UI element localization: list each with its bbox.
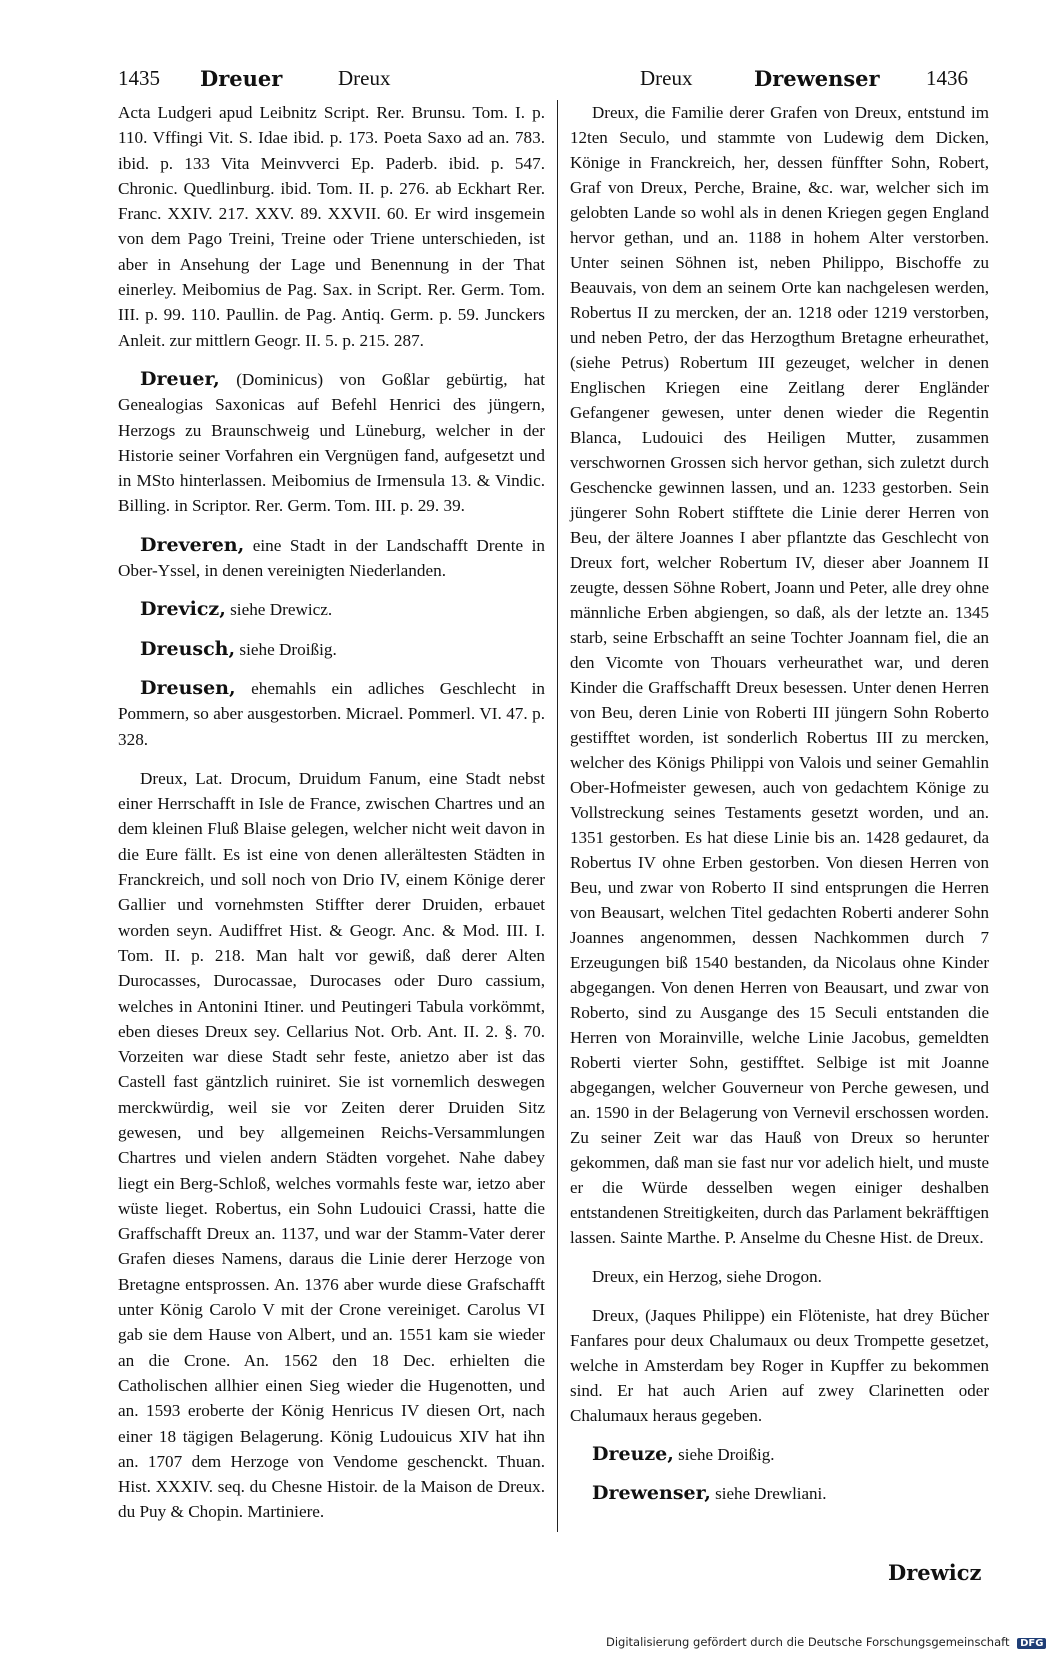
right-running-head-2: Drewenser bbox=[754, 66, 880, 91]
entry-dreux-herzog bbox=[570, 1264, 989, 1289]
credit-text: Digitalisierung gefördert durch die Deutsche Forschungsgemeinschaft bbox=[606, 1635, 1010, 1649]
dfg-logo: DFG bbox=[1017, 1638, 1046, 1649]
page-header bbox=[118, 60, 986, 96]
right-running-head-1: Dreux bbox=[640, 66, 693, 90]
lemma-dreveren: Dreveren, bbox=[140, 533, 245, 556]
entry-dreux-city bbox=[118, 766, 545, 1525]
lemma-dreusch: Dreusch, bbox=[140, 637, 236, 660]
dreusen-text: ehemahls ein adliches Geschlecht in Pommern, so aber ausgestorben. Micrael. Pommerl. VI. 47. p. 328. bbox=[118, 678, 545, 749]
right-page-number: 1436 bbox=[926, 66, 968, 90]
right-column bbox=[570, 100, 989, 1520]
dreuer-text: (Dominicus) von Goßlar gebürtig, hat Genealogias Saxonicas auf Befehl Henrici des jüngern, Herzogs zu Braunschweig und Lüneburg, welcher in der Historie seiner Vorfahren ein Vergnügen fand, aufgesetzt und in MSto hinterlassen. Meibomius de Irmensula 13. & Vindic. Billing. in Scriptor. Rer. Germ. Tom. III. p. 29. 39. bbox=[118, 369, 545, 516]
dreux-herzog-text: Dreux, ein Herzog, siehe Drogon. bbox=[592, 1267, 822, 1286]
lemma-drevicz: Drevicz, bbox=[140, 598, 226, 621]
entry-dreusen bbox=[118, 676, 545, 752]
dreuze-text: siehe Droißig. bbox=[678, 1445, 775, 1464]
entry-drevicz bbox=[118, 597, 545, 622]
lemma-drewenser: Drewenser, bbox=[592, 1482, 711, 1504]
dreux-jaques-text: Dreux, (Jaques Philippe) ein Flöteniste, hat drey Bücher Fanfares pour deux Chalumaux ou deux Trompette gesetzet, welche in Amsterdam bey Roger in Kupffer zu bekommen sind. Er hat auch Arien auf zwey Clarinetten oder Chalumaux heraus gegeben. bbox=[570, 1306, 989, 1425]
lemma-dreusen: Dreusen, bbox=[140, 676, 236, 699]
entry-dreuze bbox=[570, 1442, 989, 1467]
left-page-number: 1435 bbox=[118, 66, 160, 90]
dreusch-text: siehe Droißig. bbox=[239, 639, 337, 659]
entry-drewenser bbox=[570, 1481, 989, 1506]
entry-continuation bbox=[118, 100, 545, 353]
drevicz-text: siehe Drewicz. bbox=[230, 600, 333, 620]
left-running-head-2: Dreux bbox=[338, 66, 391, 90]
entry-dreux-family bbox=[570, 100, 989, 1250]
drewenser-text: siehe Drewliani. bbox=[715, 1484, 827, 1503]
left-column bbox=[118, 100, 545, 1539]
left-running-head-1: Dreuer bbox=[200, 66, 283, 91]
column-divider bbox=[557, 100, 558, 1532]
dreux-city-text: Lat. Drocum, Druidum Fanum, eine Stadt nebst einer Herrschafft in Isle de France, zwischen Chartres und an dem kleinen Fluß Blaise gelegen, welcher nicht weit davon in die Eure fällt. Es ist eine von denen allerältesten Städten in Franckreich, und soll noch von Drio IV, einem Könige derer Gallier und vornehmsten Stiffter derer Druiden, erbauet worden seyn. Audiffret Hist. & Geogr. Anc. & Mod. III. I. Tom. II. p. 218. Man halt vor gewiß, daß derer Alten Durocasses, Durocassae, Durocases oder Duro cassium, welches in Antonini Itiner. und Peutingeri Tabula vorkömmt, eben dieses Dreux sey. Cellarius Not. Orb. Ant. II. 2. §. 70. Vorzeiten war diese Stadt sehr feste, anietzo aber ist das Castell fast gäntzlich ruiniret. Sie ist vornemlich deswegen merckwürdig, weil sie vor Zeiten derer Druiden Sitz gewesen, und bey allgemeinen Reichs-Versammlungen Chartres und vielen andern Städten vorgehet. Nahe dabey liegt ein Berg-Schloß, welches vormahls feste war, ietzo aber wüste lieget. Robertus, ein Sohn Ludouici Crassi, hatte die Graffschafft Dreux an. 1137, und war der Stamm-Vater derer Grafen dieses Namens, daraus die Linie derer Herzoge von Bretagne entsprossen. An. 1376 aber wurde diese Grafschafft unter König Carolo V mit der Crone vereiniget. Carolus VI gab sie dem Hause von Albert, und an. 1551 kam sie wieder an die Crone. An. 1562 den 18 Dec. erhielten die Catholischen allhier einen Sieg wieder die Hugenotten, und an. 1593 eroberte der König Henricus IV diesen Ort, nach einer 18 tägigen Belagerung. König Ludouicus XIV hat ihn an. 1707 dem Herzoge von Vendome geschenckt. Thuan. Hist. XXXIV. seq. du Chesne Histoir. de la Maison de Dreux. du Puy & Chopin. Martiniere. bbox=[118, 768, 545, 1522]
lemma-dreuer: Dreuer, bbox=[140, 367, 220, 390]
dreux-family-text: Dreux, die Familie derer Grafen von Dreux, entstund im 12ten Seculo, und stammte von Ludewig dem Dicken, Könige in Franckreich, her, dessen fünffter Sohn, Robert, Graf von Dreux, Perche, Braine, &c. war, welcher sich im gelobten Lande so wohl als in denen Kriegen gegen England hervor gethan, und an. 1188 in hohem Alter verstorben. Unter seinen Söhnen ist, neben Philippo, Bischoffe zu Beauvais, von dem an seinem Orte kan nachgelesen werden, Robertus II zu mercken, der an. 1218 oder 1219 verstorben, und neben Petro, der das Herzogthum Bretagne erheurathet, (siehe Petrus) Robertum III gezeuget, welcher in denen Englischen Kriegen eine Zeitlang derer Engländer Gefangener gewesen, unter denen wieder die Regentin Blanca, Ludouici des Heiligen Mutter, zusammen verschwornen Grossen sich hervor gethan, sich zuletzt durch Geschencke gewinnen lassen, und an. 1233 gestorben. Sein jüngerer Sohn Robert stifftete die Linie derer Herren von Beu, der ältere Joannes I aber pflantzte das Geschlecht von Dreux fort, welcher Robertum IV, dieser aber Joannem II zeugte, dessen Söhne Robert, Joann und Peter, alle drey ohne männliche Erben abgiengen, so daß, als der letzte an. 1345 starb, seine Erbschafft an seine Tochter Joannam fiel, die an den Vicomte von Thouars verheurathet war, und deren Kinder die Graffschafft Dreux besessen. Unter denen Herren von Beu, deren Linie von Roberti III jüngern Sohn Roberto gestifftet worden, ist sonderlich Robertus III zu mercken, welcher des Königs Philippi von Valois und seiner Gemahlin Ober-Hofmeister gewesen, auch von gedachtem Könige zu Vollstreckung seines Testaments gesetzt worden, und an. 1351 gestorben. Es hat diese Linie bis an. 1428 gedauret, da Robertus IV ohne Erben gestorben. Von diesen Herren von Beu, und zwar von Roberto II sind entsprungen die Herren von Beausart, welchen Titel gedachten Roberti anderer Sohn Joannes angenommen, dessen Nachkommen durch 7 Erzeugungen biß 1540 bestanden, da Nicolaus ohne Kinder abgegangen. Von denen Herren von Beausart, und zwar von Roberto, sind zu Ausgange des 15 Seculi entstanden die Herren von Morainville, welche Linie Jacobus, gemeldten Roberti vierter Sohn, gestifftet. Selbige ist mit Joanne abgegangen, welcher Gouverneur von Perche gewesen, und an. 1590 in der Belagerung von Vernevil erschossen worden. Zu seiner Zeit war das Hauß von Dreux so herunter gekommen, daß man sie fast nur vor adelich hielt, und muste er die Würde desselben wegen einiger deshalben entstandenen Streitigkeiten, durch das Parlament bekräfftigen lassen. Sainte Marthe. P. Anselme du Chesne Hist. de Dreux. bbox=[570, 103, 989, 1247]
entry-dreusch bbox=[118, 637, 545, 662]
catchword: Drewicz bbox=[888, 1560, 982, 1585]
entry-dreveren bbox=[118, 533, 545, 584]
entry-dreuer bbox=[118, 367, 545, 519]
digitization-credit bbox=[606, 1635, 1046, 1649]
entry-dreux-jaques bbox=[570, 1303, 989, 1428]
continuation-text: Acta Ludgeri apud Leibnitz Script. Rer. Brunsu. Tom. I. p. 110. Vffingi Vit. S. Idae ibid. p. 173. Poeta Saxo ad an. 783. ibid. p. 133 Vita Meinvverci Ep. Paderb. ibid. p. 547. Chronic. Quedlinburg. ibid. Tom. II. p. 276. ab Eckhart Rer. Franc. XXIV. 217. XXV. 89. XXVII. 60. Er wird insgemein von dem Pago Treini, Treine oder Triene unterschieden, ist aber in Ansehung der Lage und Benennung in der That einerley. Meibomius de Pag. Sax. in Script. Rer. Germ. Tom. III. p. 99. 110. Paullin. de Pag. Antiq. Germ. p. 59. Junckers Anleit. zur mittlern Geogr. II. 5. p. 215. 287. bbox=[118, 103, 545, 350]
dreveren-text: eine Stadt in der Landschafft Drente in Ober-Yssel, in denen vereinigten Niederlanden. bbox=[118, 535, 546, 581]
lemma-dreuze: Dreuze, bbox=[592, 1443, 674, 1465]
lemma-dreux: Dreux, bbox=[140, 768, 188, 788]
